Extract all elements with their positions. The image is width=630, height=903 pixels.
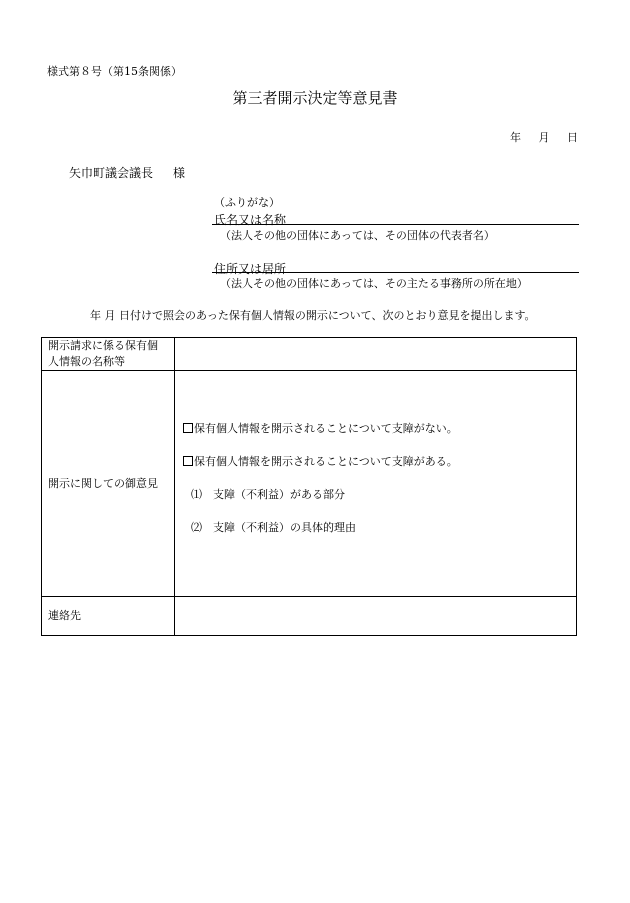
contact-label: 連絡先 [42,597,175,636]
name-underline [212,224,579,225]
table-row-contact [42,597,577,636]
request-statement: 年 月 日付けで照会のあった保有個人情報の開示について、次のとおり意見を提出します。 [90,309,536,322]
objection-checkbox [183,456,193,466]
addressee-honorific: 様 [173,166,186,180]
table-row-opinion [42,371,577,597]
opinion-label: 開示に関しての御意見 [42,371,175,597]
table-row-document-name [42,338,577,371]
address-note: （法人その他の団体にあっては、その主たる事務所の所在地） [220,277,528,290]
document-name-field [175,338,577,371]
address-label: 住所又は居所 [214,262,287,276]
contact-field [175,597,577,636]
furigana-label: （ふりがな） [214,196,280,209]
addressee-name: 矢巾町議会議長 [69,166,154,180]
no-objection-text: 保有個人情報を開示されることについて支障がない。 [194,422,458,435]
no-objection-checkbox [183,423,193,433]
address-underline [212,272,579,273]
objection-item-1: ⑴ 支障（不利益）がある部分 [191,488,345,501]
option-no-objection [183,420,458,436]
addressee [69,164,185,181]
opinion-table [41,337,577,636]
date-line: 年 月 日 [510,131,578,144]
objection-item-2: ⑵ 支障（不利益）の具体的理由 [191,521,356,534]
objection-text: 保有個人情報を開示されることについて支障がある。 [194,455,458,468]
document-name-label: 開示請求に係る保有個人情報の名称等 [42,338,175,371]
name-note: （法人その他の団体にあっては、その団体の代表者名） [220,229,495,242]
form-number: 様式第８号（第15条関係） [47,65,182,78]
option-objection [183,453,458,469]
opinion-field [175,371,577,597]
name-label: 氏名又は名称 [214,213,287,227]
document-title: 第三者開示決定等意見書 [232,89,398,107]
